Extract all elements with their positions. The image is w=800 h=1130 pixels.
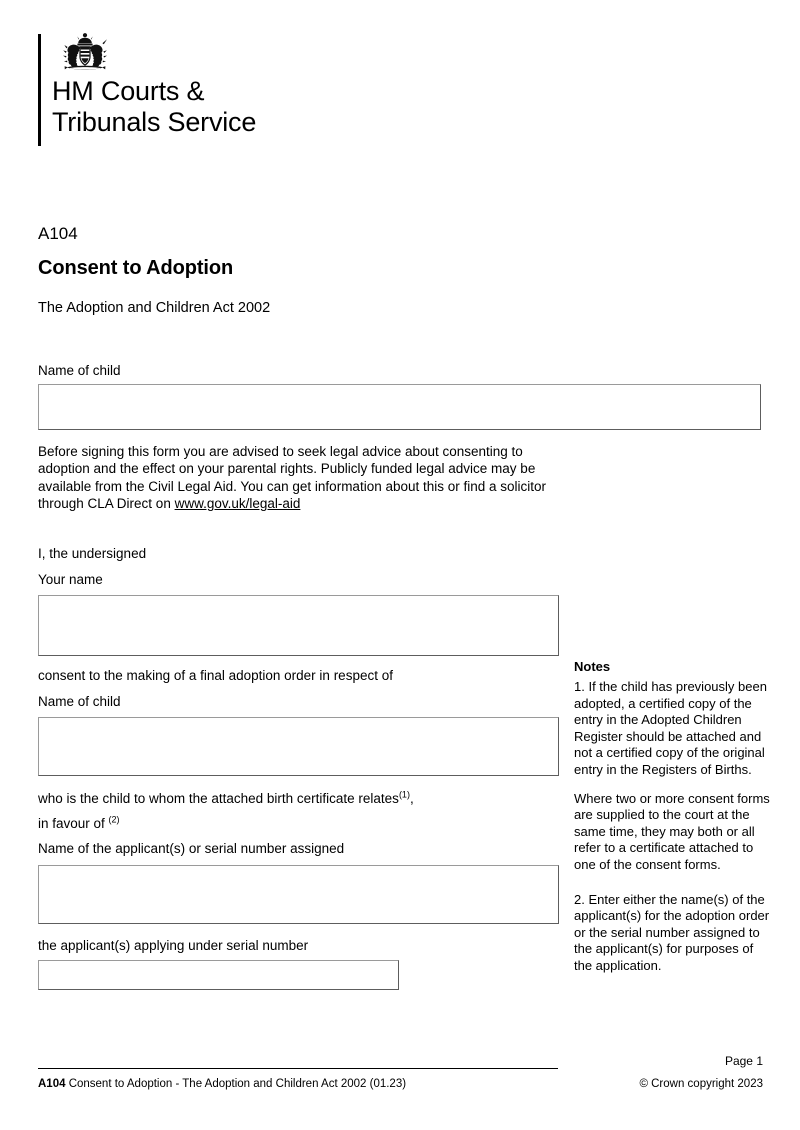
footer-form-description: Consent to Adoption - The Adoption and Children Act 2002 (01.23): [65, 1078, 407, 1090]
royal-coat-of-arms-icon: [54, 30, 116, 78]
logo-vertical-rule: [38, 34, 41, 146]
page-title: Consent to Adoption: [38, 257, 234, 279]
legal-advice-text: Before signing this form you are advised to seek legal advice about consenting to adoption and the effect on your parental rights. Publicly funded legal advice may be available from the Civil Legal Aid. You can get information about this or find a solicitor through CLA Direct on: [38, 444, 547, 512]
child-name-input-top[interactable]: [38, 384, 761, 430]
note-item: 2. Enter either the name(s) of the applicant(s) for the adoption order or the serial number assigned to the applicant(s) for purposes of the application.: [574, 891, 770, 973]
notes-heading: Notes: [574, 659, 611, 674]
applicants-name-label: Name of the applicant(s) or serial number assigned: [38, 841, 345, 856]
footnote-marker-1: (1): [398, 789, 410, 800]
undersigned-text: I, the undersigned: [38, 546, 147, 561]
birth-certificate-statement: [38, 790, 414, 807]
in-favour-of-statement: [38, 815, 120, 832]
hmcts-wordmark-line2: Tribunals Service: [52, 107, 257, 137]
page-number: Page 1: [724, 1054, 763, 1068]
form-subtitle: The Adoption and Children Act 2002: [38, 300, 271, 316]
legal-aid-link[interactable]: www.gov.uk/legal-aid: [174, 496, 301, 512]
birth-certificate-text-post: ,: [409, 791, 414, 806]
hmcts-logo: [38, 30, 458, 148]
child-name-label-mid: Name of child: [38, 694, 121, 709]
footer-divider: [38, 1068, 558, 1069]
footer-form-reference: [38, 1077, 406, 1092]
child-name-label-top: Name of child: [38, 363, 121, 378]
notes-sidebar: [574, 658, 770, 987]
footnote-marker-2: (2): [108, 814, 120, 825]
applicants-name-input[interactable]: [38, 865, 559, 924]
serial-number-statement: the applicant(s) applying under serial number: [38, 938, 309, 953]
child-name-input-mid[interactable]: [38, 717, 559, 776]
note-item: Where two or more consent forms are supplied to the court at the same time, they may both or all refer to a certificate attached to one of the consent forms.: [574, 790, 770, 872]
footer-form-code: A104: [38, 1078, 66, 1090]
footer-copyright: © Crown copyright 2023: [639, 1078, 763, 1090]
serial-number-input[interactable]: [38, 960, 399, 990]
hmcts-wordmark-line1: HM Courts &: [52, 76, 205, 106]
consent-statement: consent to the making of a final adoption order in respect of: [38, 668, 393, 683]
in-favour-of-text: in favour of: [38, 816, 109, 831]
your-name-label: Your name: [38, 572, 103, 587]
legal-advice-paragraph: [38, 443, 560, 513]
form-code: A104: [38, 224, 78, 243]
hmcts-wordmark: [52, 76, 256, 138]
birth-certificate-text: who is the child to whom the attached birth certificate relates: [38, 791, 399, 806]
your-name-input[interactable]: [38, 595, 559, 656]
note-item: 1. If the child has previously been adopted, a certified copy of the entry in the Adopted Children Register should be attached and not a certified copy of the original entry in the Registers of Births.: [574, 679, 767, 777]
